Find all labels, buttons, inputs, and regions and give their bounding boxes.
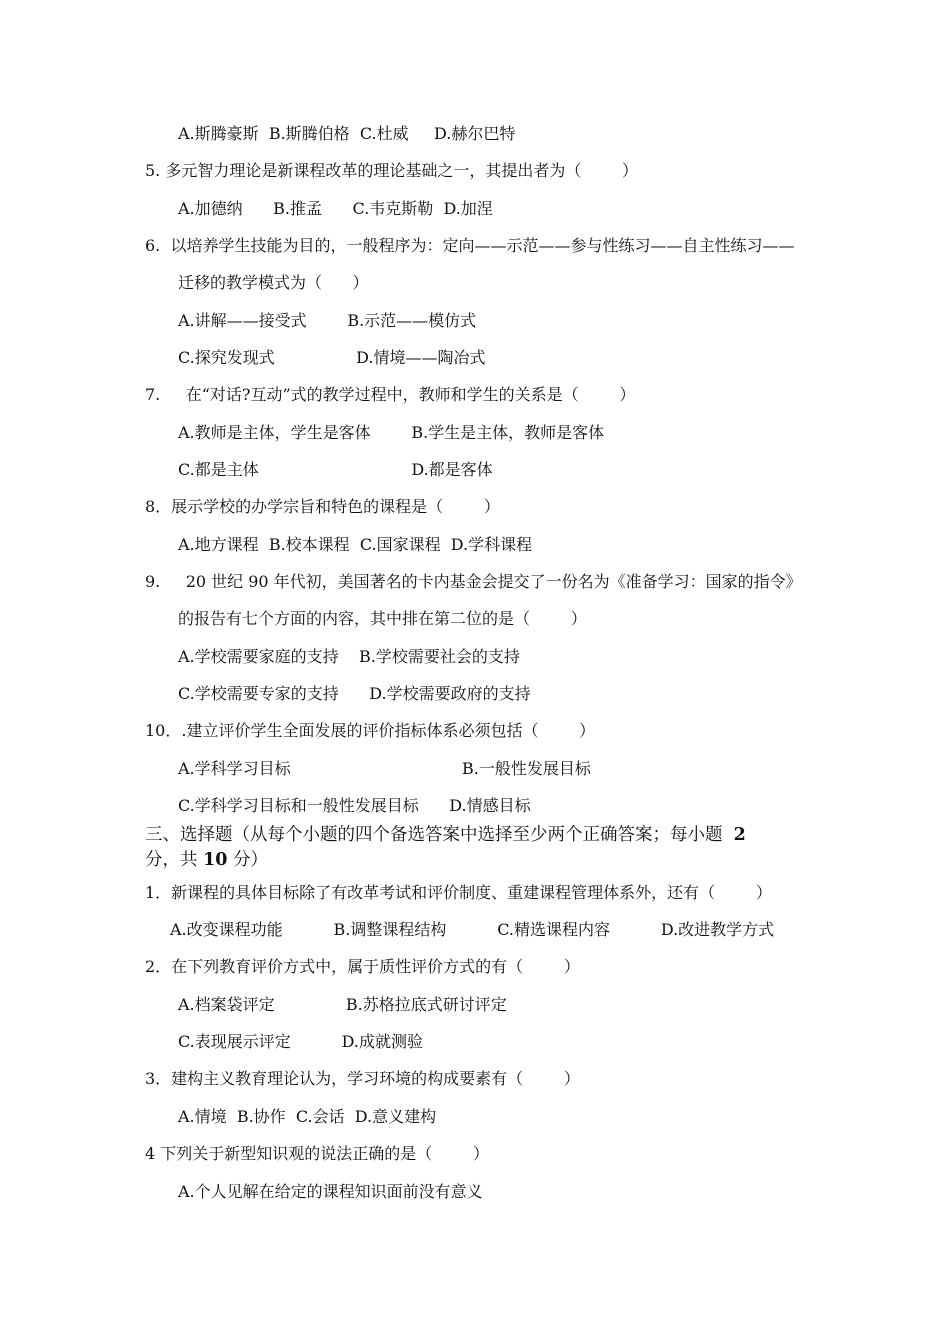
question-6: 6. 以培养学生技能为目的，一般程序为：定向——示范——参与性练习——自主性练习——	[145, 236, 795, 255]
section-3-total-points: 10	[203, 850, 228, 870]
mc-q1-options: A.改变课程功能 B.调整课程结构 C.精选课程内容 D.改进教学方式	[170, 920, 775, 939]
q8-options: A.地方课程 B.校本课程 C.国家课程 D.学科课程	[178, 535, 533, 554]
section-3-heading-continued	[145, 848, 268, 872]
mc-question-2: 2．在下列教育评价方式中，属于质性评价方式的有（ ）	[145, 957, 580, 976]
question-6-continued: 迁移的教学模式为（ ）	[178, 273, 369, 292]
section-3-heading-text: 三、选择题（从每个小题的四个备选答案中选择至少两个正确答案；每小题	[145, 825, 734, 845]
mc-q2-options-ab: A.档案袋评定 B.苏格拉底式研讨评定	[178, 995, 507, 1014]
question-10: 10．.建立评价学生全面发展的评价指标体系必须包括（ ）	[145, 721, 596, 740]
section-3-heading	[145, 823, 746, 847]
q6-options-cd: C.探究发现式 D.情境——陶冶式	[178, 348, 486, 367]
section-3-heading-text-2: 分，共	[145, 850, 204, 870]
section-3-points-per-item: 2	[733, 825, 746, 845]
q4-options: A.斯腾豪斯 B.斯腾伯格 C.杜威 D.赫尔巴特	[178, 124, 516, 143]
section-3-heading-text-3: 分）	[227, 850, 269, 870]
mc-q2-options-cd: C.表现展示评定 D.成就测验	[178, 1032, 423, 1051]
q5-options: A.加德纳 B.推孟 C.韦克斯勒 D.加涅	[178, 199, 493, 218]
q7-options-ab: A.教师是主体，学生是客体 B.学生是主体，教师是客体	[178, 423, 605, 442]
q9-options-cd: C.学校需要专家的支持 D.学校需要政府的支持	[178, 684, 531, 703]
question-9: 9. 20 世纪 90 年代初，美国著名的卡内基金会提交了一份名为《准备学习：国家的指令》	[145, 572, 802, 591]
q9-options-ab: A.学校需要家庭的支持 B.学校需要社会的支持	[178, 647, 520, 666]
question-8: 8．展示学校的办学宗旨和特色的课程是（ ）	[145, 497, 500, 516]
q10-option-a: A.学科学习目标	[178, 759, 291, 778]
mc-q3-options: A.情境 B.协作 C.会话 D.意义建构	[178, 1107, 437, 1126]
q7-options-cd: C.都是主体 D.都是客体	[178, 460, 493, 479]
question-7: 7. 在“对话?互动”式的教学过程中，教师和学生的关系是（ ）	[145, 385, 636, 404]
mc-question-3: 3．建构主义教育理论认为，学习环境的构成要素有（ ）	[145, 1069, 580, 1088]
q10-options-cd: C.学科学习目标和一般性发展目标 D.情感目标	[178, 796, 531, 815]
mc-q4-option-a: A.个人见解在给定的课程知识面前没有意义	[178, 1182, 483, 1201]
q6-options-ab: A.讲解——接受式 B.示范——模仿式	[178, 311, 477, 330]
q10-option-b: B.一般性发展目标	[462, 759, 591, 778]
question-5: 5. 多元智力理论是新课程改革的理论基础之一，其提出者为（ ）	[145, 161, 639, 180]
mc-question-1: 1．新课程的具体目标除了有改革考试和评价制度、重建课程管理体系外，还有（ ）	[145, 883, 772, 902]
mc-question-4: 4 下列关于新型知识观的说法正确的是（ ）	[145, 1144, 489, 1163]
question-9-continued: 的报告有七个方面的内容，其中排在第二位的是（ ）	[178, 609, 587, 628]
